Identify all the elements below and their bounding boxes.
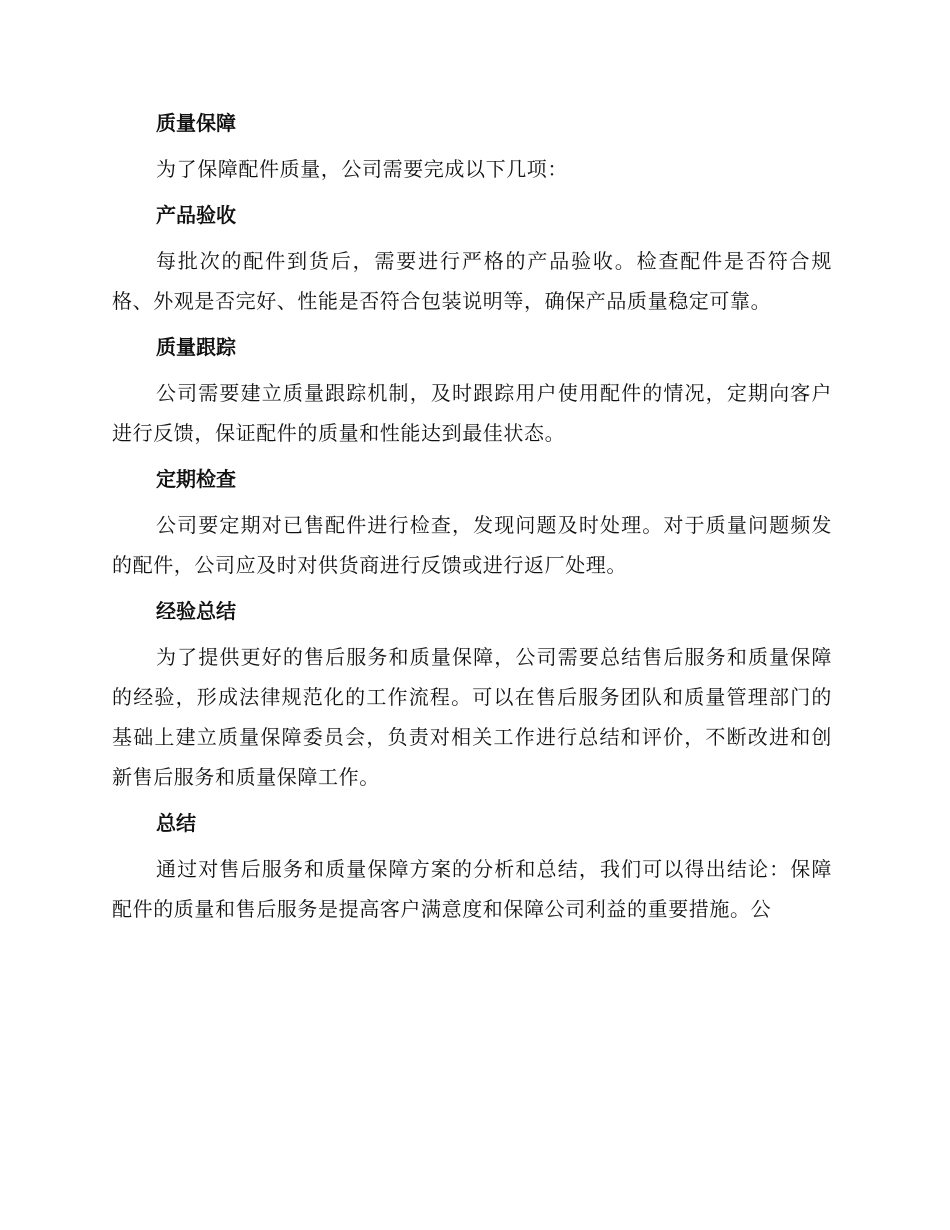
section-paragraph-experience-summary: 为了提供更好的售后服务和质量保障，公司需要总结售后服务和质量保障的经验，形成法律规范化的工作流程。可以在售后服务团队和质量管理部门的基础上建立质量保障委员会，负责对相关工作进行总结和评价，不断改进和创新售后服务和质量保障工作。 xyxy=(112,645,832,789)
section-heading-quality-tracking: 质量跟踪 xyxy=(156,335,236,359)
section-paragraph-conclusion: 通过对售后服务和质量保障方案的分析和总结，我们可以得出结论：保障配件的质量和售后服务是提高客户满意度和保障公司利益的重要措施。公 xyxy=(112,857,832,921)
section-heading-product-acceptance: 产品验收 xyxy=(156,203,236,227)
section-heading-conclusion: 总结 xyxy=(156,811,196,835)
document-page xyxy=(112,103,832,933)
section-paragraph-quality-tracking: 公司需要建立质量跟踪机制，及时跟踪用户使用配件的情况，定期向客户进行反馈，保证配件的质量和性能达到最佳状态。 xyxy=(112,381,832,445)
section-heading-experience-summary: 经验总结 xyxy=(156,599,236,623)
section-paragraph-quality-assurance: 为了保障配件质量，公司需要完成以下几项： xyxy=(156,157,568,181)
section-paragraph-product-acceptance: 每批次的配件到货后，需要进行严格的产品验收。检查配件是否符合规格、外观是否完好、性能是否符合包装说明等，确保产品质量稳定可靠。 xyxy=(112,249,832,313)
section-paragraph-regular-inspection: 公司要定期对已售配件进行检查，发现问题及时处理。对于质量问题频发的配件，公司应及时对供货商进行反馈或进行返厂处理。 xyxy=(112,513,832,577)
section-heading-regular-inspection: 定期检查 xyxy=(156,467,236,491)
section-heading-quality-assurance: 质量保障 xyxy=(156,111,236,135)
